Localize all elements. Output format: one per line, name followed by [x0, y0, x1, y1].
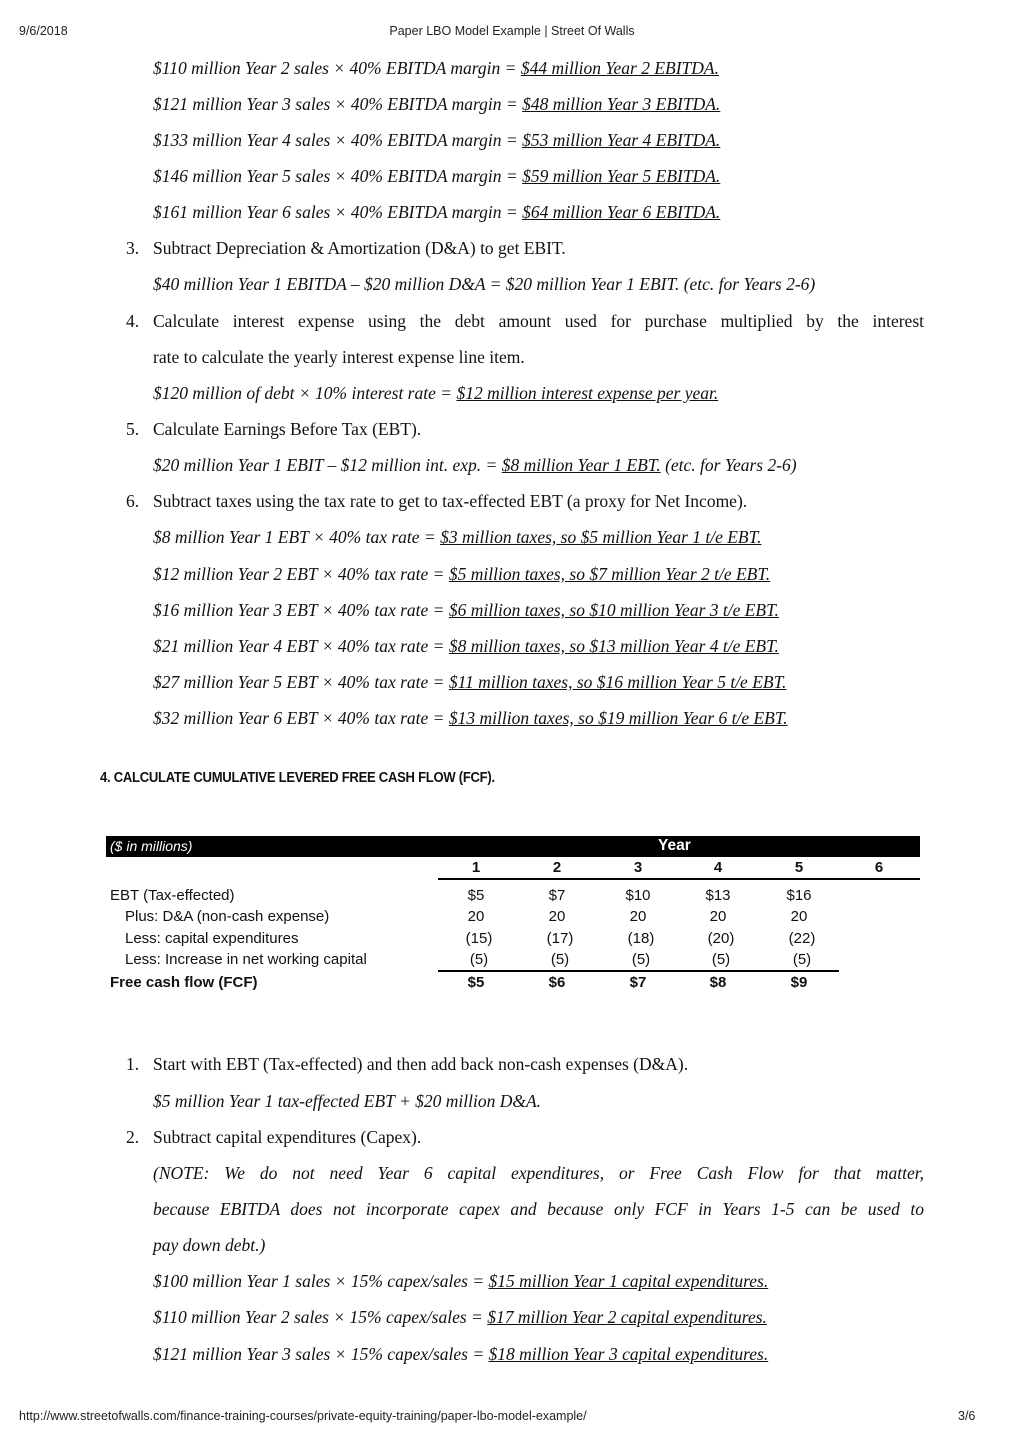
step-example: $40 million Year 1 EBITDA – $20 million D&A = $20 million Year 1 EBIT. (etc. for Years 2-6) [153, 274, 816, 294]
table-cell: $5 [467, 887, 485, 904]
table-cell: $8 [709, 974, 727, 991]
table-cell: $5 [467, 974, 485, 991]
table-cell: 20 [629, 908, 647, 925]
table-cell: (17) [546, 930, 574, 947]
table-cell: 20 [548, 908, 566, 925]
step-number: 5. [126, 419, 140, 439]
table-cell: 20 [790, 908, 808, 925]
table-header-bar [106, 836, 920, 857]
fcf-table [106, 836, 920, 996]
table-cell: (20) [707, 930, 735, 947]
header-date: 9/6/2018 [19, 24, 68, 38]
step-example: $120 million of debt × 10% interest rate = $12 million interest expense per year. [153, 383, 719, 403]
table-cell: $9 [790, 974, 808, 991]
ebitda-line: $110 million Year 2 sales × 40% EBITDA margin = $44 million Year 2 EBITDA. [153, 58, 719, 78]
table-cell: 20 [467, 908, 485, 925]
ebitda-line: $133 million Year 4 sales × 40% EBITDA margin = $53 million Year 4 EBITDA. [153, 130, 721, 150]
table-cell: (5) [792, 951, 812, 968]
tax-line: $16 million Year 3 EBT × 40% tax rate = $6 million taxes, so $10 million Year 3 t/e EBT. [153, 600, 779, 620]
ebitda-line: $121 million Year 3 sales × 40% EBITDA margin = $48 million Year 3 EBITDA. [153, 94, 721, 114]
table-cell: $16 [786, 887, 812, 904]
ebitda-line: $161 million Year 6 sales × 40% EBITDA margin = $64 million Year 6 EBITDA. [153, 202, 721, 222]
row-label: Plus: D&A (non-cash expense) [125, 908, 330, 925]
tax-line: $8 million Year 1 EBT × 40% tax rate = $3 million taxes, so $5 million Year 1 t/e EBT. [153, 527, 762, 547]
section-heading: 4. CALCULATE CUMULATIVE LEVERED FREE CASH FLOW (FCF). [100, 770, 495, 786]
step-text: rate to calculate the yearly interest expense line item. [153, 347, 525, 367]
table-unit-label: ($ in millions) [110, 838, 193, 854]
table-year-label: Year [658, 837, 691, 854]
step-number: 3. [126, 238, 140, 258]
step-text: Subtract taxes using the tax rate to get to tax-effected EBT (a proxy for Net Income). [153, 491, 748, 511]
header-rule [438, 878, 920, 880]
header-title: Paper LBO Model Example | Street Of Walls [389, 24, 635, 38]
step-text: Calculate Earnings Before Tax (EBT). [153, 419, 422, 439]
row-label: Free cash flow (FCF) [110, 974, 258, 991]
note-line: (NOTE: We do not need Year 6 capital expenditures, or Free Cash Flow for that matter, [153, 1163, 924, 1183]
capex-line: $121 million Year 3 sales × 15% capex/sales = $18 million Year 3 capital expenditures. [153, 1344, 769, 1364]
note-line: pay down debt.) [153, 1235, 266, 1255]
row-label: EBT (Tax-effected) [110, 887, 235, 904]
step-number: 2. [126, 1127, 140, 1147]
table-cell: (18) [627, 930, 655, 947]
year-header: 6 [874, 859, 884, 876]
table-cell: (22) [788, 930, 816, 947]
ebitda-line: $146 million Year 5 sales × 40% EBITDA margin = $59 million Year 5 EBITDA. [153, 166, 721, 186]
year-header: 3 [633, 859, 643, 876]
table-cell: $13 [705, 887, 731, 904]
table-cell: (15) [465, 930, 493, 947]
page-number: 3/6 [958, 1409, 976, 1423]
row-label: Less: Increase in net working capital [125, 951, 367, 968]
table-cell: $6 [548, 974, 566, 991]
year-header: 1 [471, 859, 481, 876]
table-cell: $7 [629, 974, 647, 991]
table-cell: (5) [469, 951, 489, 968]
table-cell: (5) [711, 951, 731, 968]
year-header: 2 [552, 859, 562, 876]
step-number: 6. [126, 491, 140, 511]
step-text: Calculate interest expense using the debt amount used for purchase multiplied by the interest [153, 311, 924, 331]
step-text: Subtract capital expenditures (Capex). [153, 1127, 422, 1147]
year-header: 5 [794, 859, 804, 876]
capex-line: $110 million Year 2 sales × 15% capex/sales = $17 million Year 2 capital expenditures. [153, 1307, 767, 1327]
row-label: Less: capital expenditures [125, 930, 299, 947]
table-cell: (5) [631, 951, 651, 968]
total-rule [438, 970, 839, 972]
table-cell: (5) [550, 951, 570, 968]
capex-line: $100 million Year 1 sales × 15% capex/sales = $15 million Year 1 capital expenditures. [153, 1271, 769, 1291]
tax-line: $32 million Year 6 EBT × 40% tax rate = $13 million taxes, so $19 million Year 6 t/e EBT. [153, 708, 788, 728]
step-example: $20 million Year 1 EBIT – $12 million int. exp. = $8 million Year 1 EBT. (etc. for Years 2-6) [153, 455, 797, 475]
table-cell: 20 [709, 908, 727, 925]
table-cell: $10 [625, 887, 651, 904]
step-text: Subtract Depreciation & Amortization (D&A) to get EBIT. [153, 238, 566, 258]
tax-line: $21 million Year 4 EBT × 40% tax rate = $8 million taxes, so $13 million Year 4 t/e EBT. [153, 636, 779, 656]
table-cell: $7 [548, 887, 566, 904]
year-header: 4 [713, 859, 723, 876]
footer-url[interactable]: http://www.streetofwalls.com/finance-training-courses/private-equity-training/paper-lbo-model-example/ [19, 1409, 587, 1423]
step-number: 4. [126, 311, 140, 331]
tax-line: $27 million Year 5 EBT × 40% tax rate = $11 million taxes, so $16 million Year 5 t/e EBT. [153, 672, 787, 692]
step-number: 1. [126, 1054, 140, 1074]
note-line: because EBITDA does not incorporate capex and because only FCF in Years 1-5 can be used to [153, 1199, 924, 1219]
step-text: Start with EBT (Tax-effected) and then add back non-cash expenses (D&A). [153, 1054, 689, 1074]
step-example: $5 million Year 1 tax-effected EBT + $20 million D&A. [153, 1091, 542, 1111]
tax-line: $12 million Year 2 EBT × 40% tax rate = $5 million taxes, so $7 million Year 2 t/e EBT. [153, 564, 771, 584]
